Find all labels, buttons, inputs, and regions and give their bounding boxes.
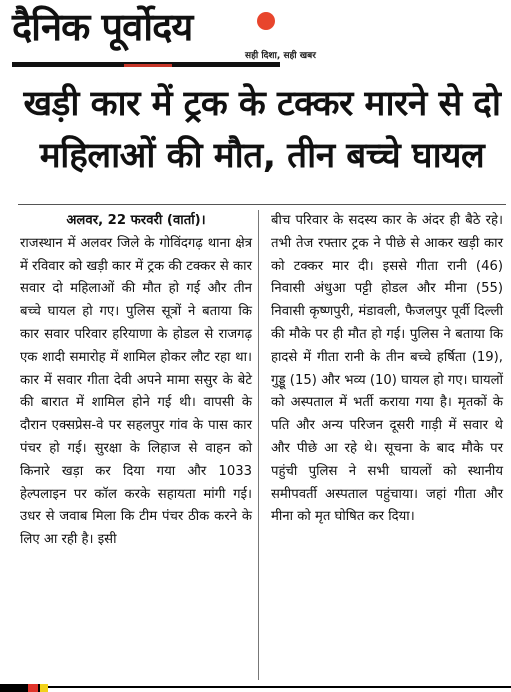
column-divider <box>258 210 259 680</box>
article-dateline: अलवर, 22 फरवरी (वार्ता)। <box>66 213 206 228</box>
sun-icon <box>257 12 275 30</box>
section-divider <box>18 204 506 205</box>
right-column-text: बीच परिवार के सदस्य कार के अंदर ही बैठे रहे। तभी तेज रफ्तार ट्रक ने पीछे से आकर खड़ी कार को टक्कर मार दी। इससे गीता रानी (46) निवासी अंधुआ पट्टी होडल और मीना (55) निवासी कृष्णपुरी, मंडावली, फैजलपुर पूर्वी दिल्ली की मौके पर ही मौत हो गई। पुलिस ने बताया कि हादसे में गीता रानी के तीन बच्चे हर्षिता (19), गुड्डू (15) और भव्य (10) घायल हो गए। घायलों को अस्पताल में भर्ती कराया गया है। मृतकों के पति और अन्य परिजन दूसरी गाड़ी में सवार थे और पीछे आ रहे थे। सूचना के बाद मौके पर पहुंची पुलिस ने सभी घायलों को स्थानीय समीपवर्ती अस्पताल पहुंचाया। जहां गीता और मीना को मृत घोषित कर दिया। <box>271 213 503 525</box>
color-swatch-yellow <box>40 684 48 692</box>
left-column-text: राजस्थान में अलवर जिले के गोविंदगढ़ थाना क्षेत्र में रविवार को खड़ी कार में ट्रक की टक्कर से कार सवार दो महिलाओं की मौत हो गई और तीन बच्चे घायल हो गए। पुलिस सूत्रों ने बताया कि कार सवार परिवार हरियाणा के होडल से राजगढ़ एक शादी समारोह में शामिल होकर लौट रहा था। कार में सवार गीता देवी अपने मामा ससुर के बेटे की बारात में शामिल होने गई थी। वापसी के दौरान एक्सप्रेस-वे पर सहलपुर गांव के पास कार पंचर हो गई। सुरक्षा के लिहाज से वाहन को किनारे खड़ा कर दिया गया और 1033 हेल्पलाइन पर कॉल करके सहायता मांगी गई। उधर से जवाब मिला कि टीम पंचर ठीक करने के लिए आ रही है। इसी <box>20 235 252 548</box>
footer-line <box>48 686 511 688</box>
newspaper-logo: दैनिक पूर्वोदय <box>12 5 193 49</box>
headline-line-2: महिलाओं की मौत, तीन बच्चे घायल <box>39 136 485 176</box>
headline-line-1: खड़ी कार में ट्रक के टक्कर मारने से दो <box>23 84 501 124</box>
newspaper-tagline: सही दिशा, सही खबर <box>245 51 316 61</box>
masthead <box>0 0 511 76</box>
color-swatch-red <box>28 684 38 692</box>
article-column-left <box>20 210 252 552</box>
masthead-rule-accent <box>124 64 172 67</box>
article-headline <box>22 78 502 182</box>
article-column-right <box>271 210 503 529</box>
